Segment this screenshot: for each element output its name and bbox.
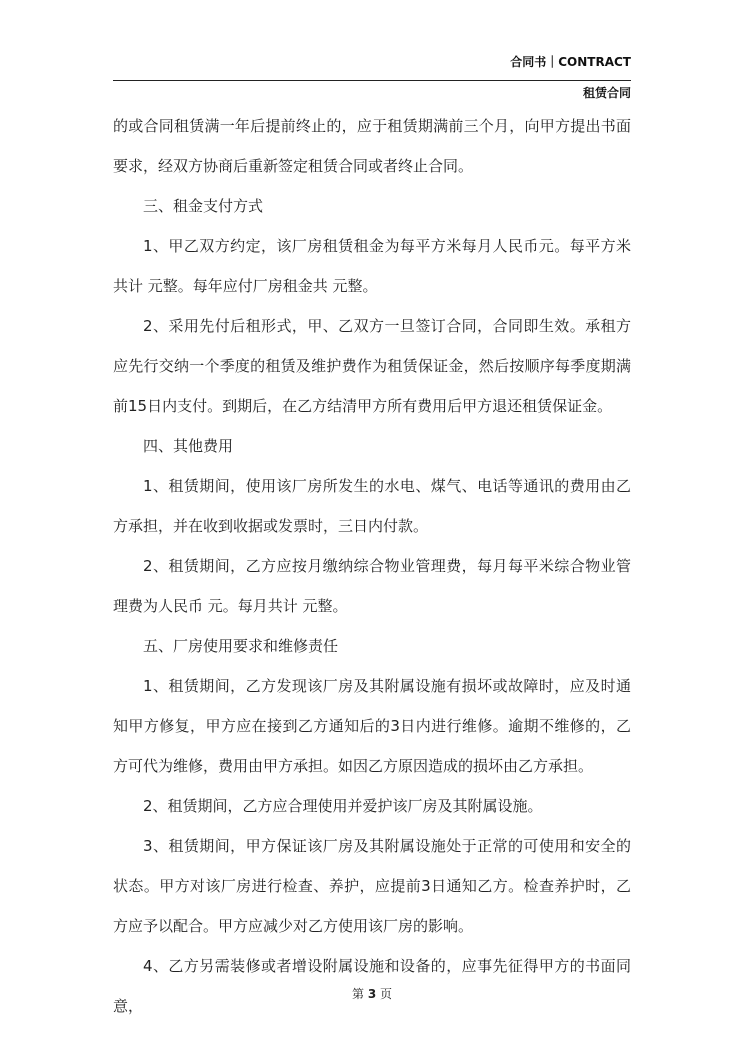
header-subtitle: 租赁合同 (582, 86, 631, 100)
clause-property-fee: 2、租赁期间，乙方应按月缴纳综合物业管理费，每月每平米综合物业管理费为人民币 元。每月共计 元整。 (113, 557, 631, 615)
footer-suffix: 页 (380, 987, 393, 1001)
footer-prefix: 第 (351, 987, 364, 1001)
document-body (113, 106, 631, 1026)
clause-utilities: 1、租赁期间，使用该厂房所发生的水电、煤气、电话等通讯的费用由乙方承担，并在收到收据或发票时，三日内付款。 (113, 477, 631, 535)
clause-payment-method: 2、采用先付后租形式，甲、乙双方一旦签订合同，合同即生效。承租方应先行交纳一个季度的租赁及维护费作为租赁保证金，然后按顺序每季度期满前15日内支付。到期后，在乙方结清甲方所有费用后甲方退还租赁保证金。 (113, 317, 631, 415)
page-footer (0, 985, 744, 1002)
section-heading-usage-maintenance: 五、厂房使用要求和维修责任 (143, 637, 339, 655)
paragraph-continuation: 的或合同租赁满一年后提前终止的，应于租赁期满前三个月，向甲方提出书面要求，经双方协商后重新签定租赁合同或者终止合同。 (113, 117, 631, 175)
section-heading-other-fees: 四、其他费用 (143, 437, 234, 455)
section-heading-rent-payment: 三、租金支付方式 (143, 197, 264, 215)
clause-renovation: 4、乙方另需装修或者增设附属设施和设备的，应事先征得甲方的书面同意， (113, 957, 631, 1015)
header-title: 合同书｜CONTRACT (510, 55, 631, 69)
clause-proper-use: 2、租赁期间，乙方应合理使用并爱护该厂房及其附属设施。 (143, 797, 543, 815)
page-number: 3 (367, 987, 377, 1001)
clause-inspection: 3、租赁期间，甲方保证该厂房及其附属设施处于正常的可使用和安全的状态。甲方对该厂房进行检查、养护，应提前3日通知乙方。检查养护时，乙方应予以配合。甲方应减少对乙方使用该厂房的影响。 (113, 837, 631, 935)
header-divider (113, 80, 631, 81)
clause-rent-amount: 1、甲乙双方约定，该厂房租赁租金为每平方米每月人民币元。每平方米共计 元整。每年应付厂房租金共 元整。 (113, 237, 631, 295)
clause-repair: 1、租赁期间，乙方发现该厂房及其附属设施有损坏或故障时，应及时通知甲方修复，甲方应在接到乙方通知后的3日内进行维修。逾期不维修的，乙方可代为维修，费用由甲方承担。如因乙方原因造成的损坏由乙方承担。 (113, 677, 631, 775)
